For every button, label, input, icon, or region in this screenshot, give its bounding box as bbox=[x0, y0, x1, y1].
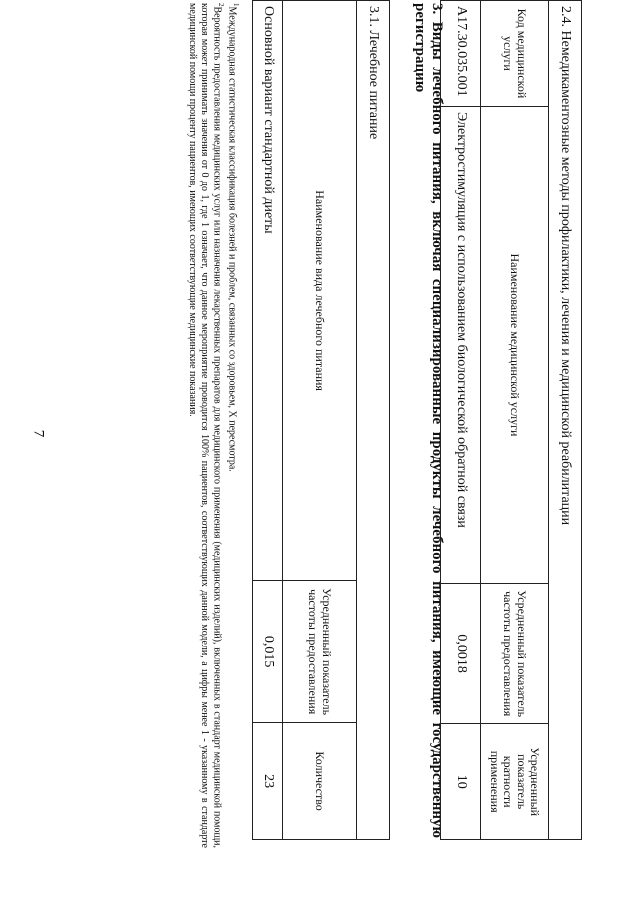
header-service-name: Наименование медицинской услуги bbox=[481, 106, 549, 583]
table-nonmedical-methods bbox=[440, 0, 582, 840]
header-multiplicity: Усредненный показатель кратности применения bbox=[481, 724, 549, 840]
cell-code: A17.30.035.001 bbox=[441, 1, 481, 107]
table-title: 3.1. Лечебное питание bbox=[357, 1, 390, 840]
footnote-2-mark: 2 bbox=[216, 3, 225, 7]
header-frequency: Усредненный показатель частоты предоставления bbox=[481, 583, 549, 723]
cell-service-name: Электростимуляция с использованием биологической обратной связи bbox=[441, 106, 481, 583]
section-heading: 3. Виды лечебного питания, включая специализированные продукты лечебного питания, имеющие государственную регистрацию bbox=[411, 3, 445, 838]
footnotes bbox=[185, 3, 240, 848]
cell-nutrition-name: Основной вариант стандартной диеты bbox=[253, 1, 283, 581]
cell-frequency: 0,015 bbox=[253, 581, 283, 723]
cell-frequency: 0,0018 bbox=[441, 583, 481, 723]
footnote-2-text: Вероятность предоставления медицинских услуг или назначения лекарственных препаратов для медицинского применения (медицинских изделий), включенных в стандарт медицинской помощи, которая может принимать значения от 0 до 1, где 1 означает, что данное мероприятие проводится 100% пациентов, соответствующих данной модели, а цифры менее 1 - указанному в стандарте медицинской помощи проценту пациентов, имеющих соответствующие медицинские показания. bbox=[187, 3, 223, 848]
table-medical-nutrition bbox=[252, 0, 390, 840]
footnote-1-mark: 1 bbox=[232, 3, 240, 7]
table-title: 2.4. Немедикаментозные методы профилактики, лечения и медицинской реабилитации bbox=[549, 1, 582, 840]
footnote-1-text: Международная статистическая классификация болезней и проблем, связанных со здоровьем, X пересмотра. bbox=[226, 6, 238, 472]
page-number: 7 bbox=[30, 429, 47, 438]
cell-quantity: 23 bbox=[253, 723, 283, 840]
header-frequency: Усредненный показатель частоты предоставления bbox=[283, 581, 357, 723]
header-quantity: Количество bbox=[283, 723, 357, 840]
cell-multiplicity: 10 bbox=[441, 724, 481, 840]
header-nutrition-name: Наименование вида лечебного питания bbox=[283, 1, 357, 581]
footnote-1 bbox=[226, 3, 240, 848]
header-code: Код медицинской услуги bbox=[481, 1, 549, 107]
footnote-2 bbox=[186, 3, 224, 848]
